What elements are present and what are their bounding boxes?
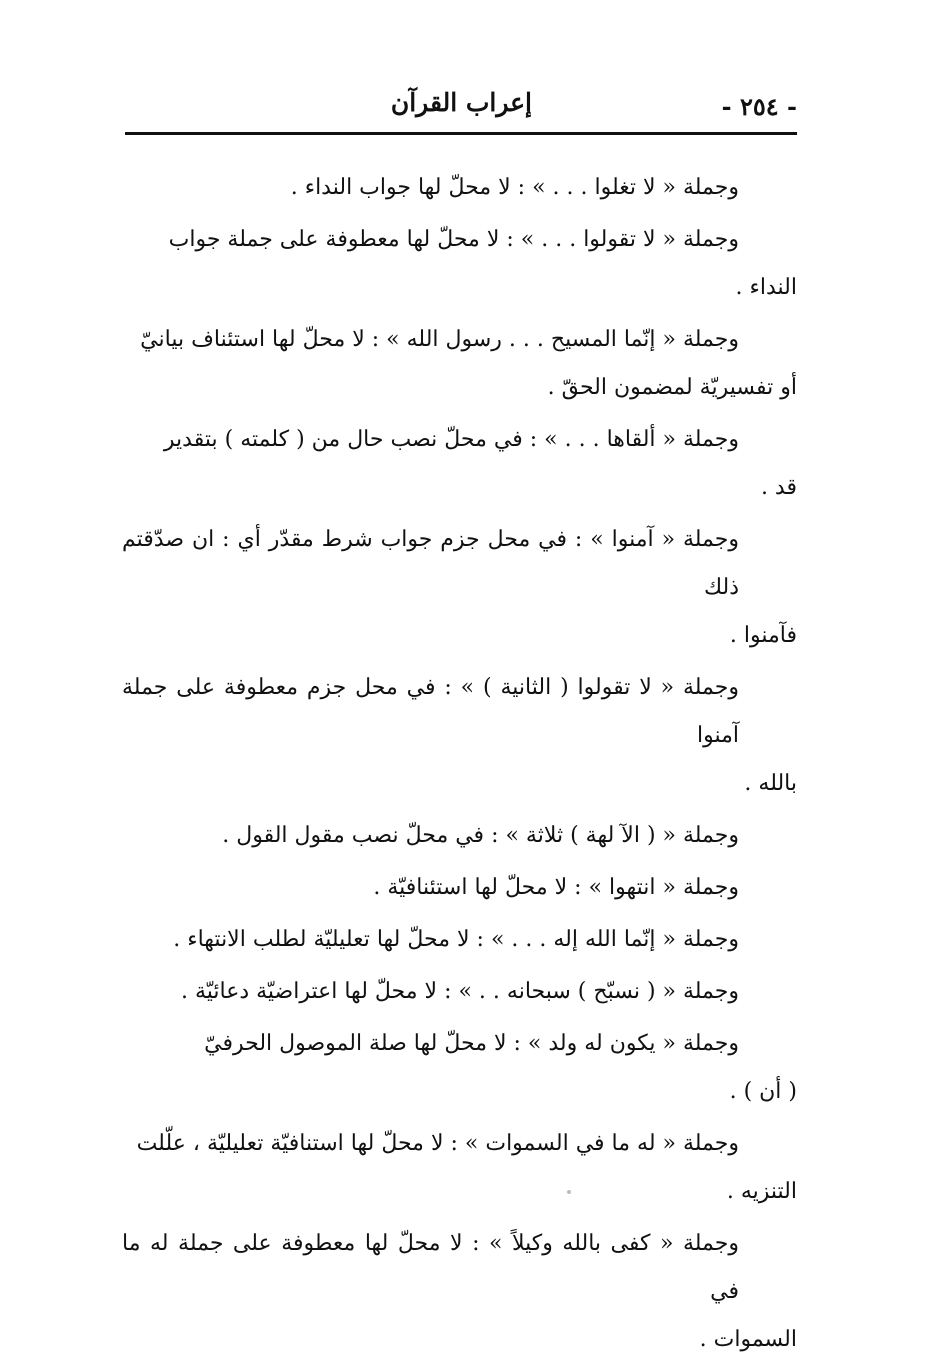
entry-3 [122,316,797,412]
entry-2 [122,216,797,312]
entry-continuation: ( أن ) . [729,1079,797,1104]
entry-text: وجملة « لا تقولوا . . . » : لا محلّ لها معطوفة على جملة جواب [168,227,739,252]
page-number: - ٢٥٤ - [721,92,797,121]
entry-12 [122,1120,797,1216]
entry-continuation: النداء . [735,275,797,300]
entry-continuation: فآمنوا . [729,623,797,648]
entry-text: وجملة « إنّما المسيح . . . رسول الله » : لا محلّ لها استئناف بيانيّ [140,327,739,352]
entry-continuation: قد . [760,475,797,500]
entry-4 [122,416,797,512]
entry-text: وجملة « إنّما الله إله . . . » : لا محلّ لها تعليليّة لطلب الانتهاء . [173,927,739,952]
entry-8 [122,864,797,912]
entry-text: وجملة « له ما في السموات » : لا محلّ لها استنافيّة تعليليّة ، علّلت [136,1131,739,1156]
page-body [122,164,797,1368]
entry-text: وجملة « كفى بالله وكيلاً » : لا محلّ لها معطوفة على جملة له ما في [122,1231,739,1304]
entry-11 [122,1020,797,1116]
entry-text: وجملة « ألقاها . . . » : في محلّ نصب حال من ( كلمته ) بتقدير [163,427,739,452]
entry-text: وجملة « ( نسبّح ) سبحانه . . » : لا محلّ لها اعتراضيّة دعائيّة . [180,979,739,1004]
entry-text: وجملة « لا تقولوا ( الثانية ) » : في محل جزم معطوفة على جملة آمنوا [122,675,739,748]
entry-9 [122,916,797,964]
entry-7 [122,812,797,860]
entry-text: وجملة « يكون له ولد » : لا محلّ لها صلة الموصول الحرفيّ [204,1031,739,1056]
entry-10 [122,968,797,1016]
page-header [125,78,797,126]
entry-continuation: بالله . [744,771,797,796]
entry-6 [122,664,797,808]
book-title: إعراب القرآن [390,88,532,117]
entry-continuation: التنزيه . [726,1179,797,1204]
entry-text: وجملة « آمنوا » : في محل جزم جواب شرط مقدّر أي : ان صدّقتم ذلك [122,527,739,600]
entry-continuation: السموات . [699,1327,797,1352]
entry-text: وجملة « ( الآ لهة ) ثلاثة » : في محلّ نصب مقول القول . [222,823,739,848]
scan-speck [567,1190,571,1194]
entry-13 [122,1220,797,1364]
entry-1 [122,164,797,212]
entry-text: وجملة « انتهوا » : لا محلّ لها استئنافيّة . [373,875,739,900]
entry-5 [122,516,797,660]
header-divider [125,132,797,135]
entry-continuation: أو تفسيريّة لمضمون الحقّ . [547,375,797,400]
entry-text: وجملة « لا تغلوا . . . » : لا محلّ لها جواب النداء . [290,175,739,200]
